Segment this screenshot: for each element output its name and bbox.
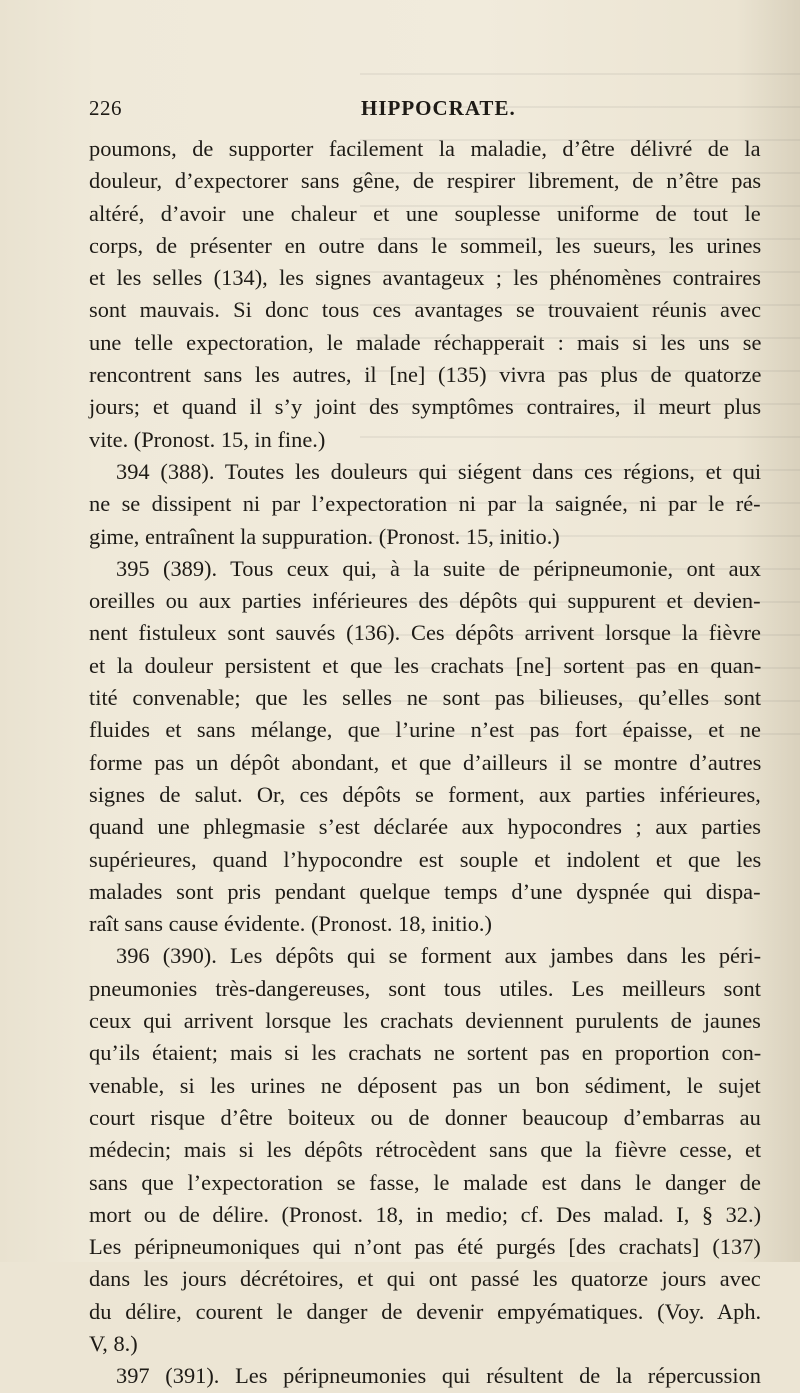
paragraph-395-start: 395 (389). Tous ceux qui, à la suite de péripneumonie, ont aux — [116, 555, 761, 581]
body-text — [89, 133, 762, 1389]
text-line: poumons, de supporter facilement la maladie, d’être délivré de la — [89, 136, 761, 161]
text-line: ne se dissipent ni par l’expectoration ni par la saignée, ni par le ré- — [89, 491, 761, 517]
text-line: vite. (Pronost. 15, in fine.) — [89, 426, 326, 452]
text-line: sont mauvais. Si donc tous ces avantages se trouvaient réunis avec — [89, 297, 762, 323]
text-line: et la douleur persistent et que les crachats [ne] sortent pas en quan- — [89, 652, 762, 678]
text-line: altéré, d’avoir une chaleur et une souplesse uniforme de tout le — [89, 200, 761, 226]
text-line: médecin; mais si les dépôts rétrocèdent sans que la fièvre cesse, et — [89, 1137, 762, 1163]
text-line: corps, de présenter en outre dans le sommeil, les sueurs, les urines — [89, 232, 762, 258]
text-line: Les péripneumoniques qui n’ont pas été purgés [des crachats] (137) — [89, 1234, 761, 1260]
text-line: rencontrent sans les autres, il [ne] (135) vivra pas plus de quatorze — [89, 362, 762, 388]
text-line: raît sans cause évidente. (Pronost. 18, initio.) — [89, 911, 492, 937]
text-line: pneumonies très-dangereuses, sont tous utiles. Les meilleurs sont — [89, 975, 761, 1001]
text-line: supérieures, quand l’hypocondre est souple et indolent et que les — [89, 846, 762, 872]
text-line: venable, si les urines ne déposent pas un bon sédiment, le sujet — [89, 1072, 761, 1098]
text-line: tité convenable; que les selles ne sont pas bilieuses, qu’elles sont — [89, 685, 762, 711]
text-line: nent fistuleux sont sauvés (136). Ces dépôts arrivent lorsque la fièvre — [89, 620, 761, 646]
text-line: douleur, d’expectorer sans gêne, de respirer librement, de n’être pas — [89, 168, 762, 194]
text-line: sans que l’expectoration se fasse, le malade est dans le danger de — [89, 1169, 761, 1195]
text-line: ceux qui arrivent lorsque les crachats deviennent purulents de jaunes — [89, 1008, 761, 1034]
text-line: V, 8.) — [89, 1330, 138, 1356]
text-line: gime, entraînent la suppuration. (Pronost. 15, initio.) — [89, 523, 560, 549]
text-line: une telle expectoration, le malade réchapperait : mais si les uns se — [89, 329, 762, 355]
text-line: du délire, courent le danger de devenir empyématiques. (Voy. Aph. — [89, 1298, 762, 1324]
running-title: HIPPOCRATE. — [361, 96, 516, 120]
paragraph-396-start: 396 (390). Les dépôts qui se forment aux jambes dans les péri- — [116, 943, 762, 969]
text-line: signes de salut. Or, ces dépôts se forment, aux parties inférieures, — [89, 781, 761, 807]
text-line: quand une phlegmasie s’est déclarée aux hypocondres ; aux parties — [89, 814, 761, 840]
text-line: forme pas un dépôt abondant, et que d’ailleurs il se montre d’autres — [89, 749, 762, 775]
text-line: qu’ils étaient; mais si les crachats ne sortent pas en proportion con- — [89, 1040, 762, 1066]
text-line: oreilles ou aux parties inférieures des dépôts qui suppurent et devien- — [89, 588, 761, 614]
paragraph-397-start: 397 (391). Les péripneumonies qui résultent de la répercussion — [116, 1363, 761, 1389]
text-line: mort ou de délire. (Pronost. 18, in medio; cf. Des malad. I, § 32.) — [89, 1201, 762, 1227]
text-line: et les selles (134), les signes avantageux ; les phénomènes contraires — [89, 265, 761, 291]
text-line: court risque d’être boiteux ou de donner beaucoup d’embarras au — [89, 1104, 761, 1130]
text-line: fluides et sans mélange, que l’urine n’est pas fort épaisse, et ne — [89, 717, 761, 743]
text-line: malades sont pris pendant quelque temps d’une dyspnée qui dispa- — [89, 878, 761, 904]
page-header — [89, 96, 759, 126]
page-number: 226 — [89, 96, 122, 120]
text-line: dans les jours décrétoires, et qui ont passé les quatorze jours avec — [89, 1266, 761, 1292]
paragraph-394-start: 394 (388). Toutes les douleurs qui siégent dans ces régions, et qui — [116, 458, 762, 484]
text-line: jours; et quand il s’y joint des symptômes contraires, il meurt plus — [89, 394, 762, 420]
